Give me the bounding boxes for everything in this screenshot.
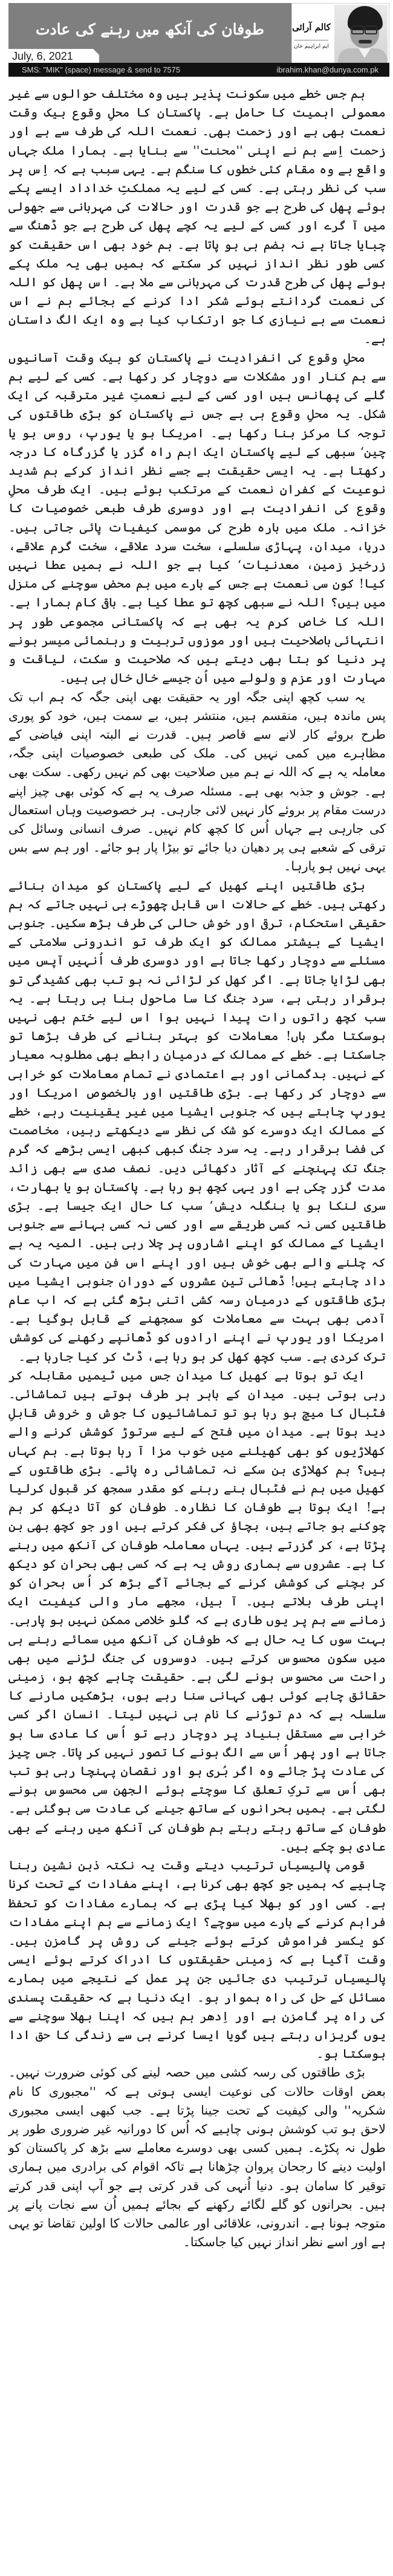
sms-instructions: SMS: "MIK" (space) message & send to 7575 bbox=[22, 65, 181, 74]
article-title: طوفان کی آنکھ میں رہنے کی عادت bbox=[35, 21, 265, 38]
column-brand-box bbox=[291, 3, 389, 63]
publish-date: July, 6, 2021 bbox=[12, 50, 73, 62]
column-header bbox=[8, 3, 389, 82]
paragraph: یہ سب کچھ اپنی جگہ اور یہ حقیقت بھی اپنی جگہ کہ ہم اب تک پس ماندہ ہیں، منقسم ہیں، منتشر ہیں، بے سمت ہیں، خود کو پوری طرح بروئے کار لانے سے قاصر ہیں۔ قدرت نے البتہ اپنی فیاضی کے مظاہرے میں کمی نہیں کی۔ ملک کی طبعی خصوصیات اپنی جگہ، معاملہ یہ ہے کہ اللہ نے ہم میں صلاحیت بھی کم نہیں رکھی۔ سکت بھی ہے۔ جوش و جذبہ بھی ہے۔ مسئلہ صرف یہ ہے کہ کوئی بھی چیز اپنے درست مقام پر بروئے کار نہیں لائی جارہی۔ ہر خصوصیت وہاں استعمال کی جارہی ہے جہاں اُس کا کچھ کام نہیں۔ صرف انسانی وسائل کی ترقی کے شعبے ہی پر دھیان دیا جائے تو بیڑا پار ہو جائے۔ اور ہم سے بس یہی نہیں ہو پارہا۔ bbox=[8, 689, 386, 874]
paragraph: ہم جس خطے میں سکونت پذیر ہیں وہ مختلف حوالوں سے غیر معمولی اہمیت کا حامل ہے۔ پاکستان کا محلِ وقوع بیک وقت نعمت بھی ہے اور زحمت بھی۔ نعمت اللہ کی طرف سے ہے اور زحمت اِسے ہم نے اپنی ''محنت'' سے بنایا ہے۔ ہمارا ملک جہاں واقع ہے وہ مقام کئی خطوں کا سنگم ہے۔ یہی سبب ہے کہ اِس پر سب کی نظر رہتی ہے۔ کسی کے لیے یہ مملکتِ خداداد ایسے پکے ہوئے پھل کی طرح ہے جو قدرت اور حالات کی مہربانی سے جھولی میں آ گرے اور کسی کے لیے یہ کچے پھل کی طرح ہے جو ڈھنگ سے چبایا جاتا ہے نہ ہضم ہی ہو پاتا ہے۔ ہم خود بھی اس حقیقت کو کسی طور نظر انداز نہیں کر سکتے کہ ہمیں بھی یہ ملک پکے ہوئے پھل کی طرح قدرت کی مہربانی سے ملا ہے۔ اس پھل کو اللہ کی نعمت گردانتے ہوئے شکر ادا کرنے کے بجائے ہم نے اس نعمت سے بے نیازی کا جو ارتکاب کیا ہے وہ ایک الگ داستان ہے۔ bbox=[8, 86, 386, 346]
author-portrait bbox=[334, 5, 388, 63]
paragraph: بڑی طاقتیں اپنے کھیل کے لیے پاکستان کو میدان بنائے رکھتی ہیں۔ خطے کے حالات اس قابل چھوڑے ہی نہیں جاتے کہ ہم حقیقی استحکام، ترقی اور خوش حالی کی طرف بڑھ سکیں۔ جنوبی ایشیا کے بیشتر ممالک کو ایک طرف تو اندرونی سلامتی کے مسئلے سے دوچار رکھا جاتا ہے اور دوسری طرف اُنہیں آپس میں بھی لڑایا جاتا ہے۔ اگر کھل کر لڑائی نہ ہو تب بھی کشیدگی تو برقرار رہتی ہے، سرد جنگ کا سا ماحول بنا ہی رہتا ہے۔ یہ سب کچھ راتوں رات پیدا نہیں ہوا اس لیے ختم بھی نہیں ہوسکتا مگر ہاں! معاملات کو بہتر بنانے کی طرف بڑھا تو جاسکتا ہے۔ خطے کے ممالک کے درمیان رابطے بھی مطلوبہ معیار کے نہیں۔ بدگمانی اور بے اعتمادی نے تمام معاملات کو خرابی سے دوچار کر رکھا ہے۔ بڑی طاقتیں اور بالخصوص امریکا اور یورپ چاہتے ہیں کہ جنوبی ایشیا میں غیر یقینیت رہے، خطے کے ممالک ایک دوسرے کو شک کی نظر سے دیکھتے رہیں، مخاصمت کی فضا برقرار رہے۔ یہ سرد جنگ کبھی کبھی ایسی بڑھے کہ گرم جنگ تک پہنچنے کے آثار دکھائی دیں۔ نصف صدی سے بھی زائد مدت گزر چکی ہے اور یہی کچھ ہو رہا ہے۔ پاکستان ہو یا بھارت، سری لنکا ہو یا بنگلہ دیش‘ سب کا حال ایک جیسا ہے۔ بڑی طاقتیں کسی نہ کسی طریقے سے اور کسی نہ کسی بہانے سے جنوبی ایشیا کے ممالک کو اپنے اشاروں پر چلا رہی ہیں۔ المیہ یہ ہے کہ چلنے والے بھی خوش ہیں اور اپنے اس فن میں مہارت کی داد چاہتے ہیں! ڈھائی تین عشروں کے دوران جنوبی ایشیا میں بڑی طاقتوں کے درمیان رسہ کشی اتنی بڑھ گئی ہے کہ اب عام آدمی بھی بہت سے معاملات کو سمجھنے کے قابل ہوگیا ہے۔ امریکا اور یورپ نے اپنے ارادوں کو ڈھانپے رکھنے کی کوشش ترک کردی ہے۔ سب کچھ کھل کر ہو رہا ہے، ڈٹ کر کیا جارہا ہے۔ bbox=[8, 878, 386, 1364]
column-name: کالم آرائی bbox=[292, 22, 331, 33]
contact-bar bbox=[8, 63, 389, 77]
paragraph: ایک تو ہوتا ہے کھیل کا میدان جس میں ٹیمیں مقابلہ کر رہی ہوتی ہیں۔ میدان کے باہر ہر طرف ہوتے ہیں تماشائی۔ فٹبال کا میچ ہو رہا ہو تو تماشائیوں کا جوش و خروش قابلِ دید ہوتا ہے۔ میدان میں فتح کے لیے سرتوڑ کوشش کرنے والے کھلاڑیوں کو بھی کھیلنے میں خوب مزا آ رہا ہوتا ہے۔ ہم کہاں ہیں؟ ہم کھلاڑی بن سکے نہ تماشائی رہ پائے۔ بڑی طاقتوں کے کھیل میں ہم نے فٹبال بنے رہنے کو مقدر سمجھ کر قبول کرلیا ہے! ایک ہوتا ہے طوفان کا نظارہ۔ طوفان کو آتا دیکھ کر ہم چوکنے ہو جاتے ہیں، بچاؤ کی فکر کرتے ہیں اور جو کچھ بھی بن پڑتا ہے، کر گزرتے ہیں۔ یہاں معاملہ طوفان کی آنکھ میں رہنے کا ہے۔ عشروں سے ہماری روش یہ ہے کہ کسی بھی بحران کو دیکھ کر بچنے کی کوشش کرنے کے بجائے آگے بڑھ کر اُس بحران کو اپنی طرف بلاتے ہیں۔ آ بیل، مجھے مار والی کیفیت ایک زمانے سے ہم پر یوں طاری ہے کہ گلو خلاصی ممکن نہیں ہو پارہی۔ بہت سوں کا یہ حال ہے کہ طوفان کی آنکھ میں سمائے رہنے ہی میں سکون محسوس کرتے ہیں۔ دوسروں کی جنگ لڑنے میں بھی راحت سی محسوس ہونے لگی ہے۔ حقیقت چاہے کچھ ہو، زمینی حقائق چاہے کوئی بھی کہانی سنا رہے ہوں، بڑھکیں مارنے کا سلسلہ ہے کہ دم توڑنے کا نام ہی نہیں لیتا۔ انسان اگر کسی خرابی سے مستقل بنیاد پر دوچار رہے تو اُس کا عادی سا ہو جاتا ہے اور پھر اُس سے الگ ہونے کا تصور نہیں کر پاتا۔ جس چیز کی عادت پڑ جائے وہ اگر بُری ہو اور نقصان پہنچا رہی ہو تب بھی اُس سے ترکِ تعلق کا سوچتے ہوئے الجھن سی محسوس ہونے لگتی ہے۔ ہمیں بحرانوں کے ساتھ جینے کی عادت سی ہوگئی ہے۔ طوفان کے ساتھ رہتے رہتے ہم طوفان کی آنکھ میں رہنے کے بھی عادی ہو چکے ہیں۔ bbox=[8, 1367, 386, 1854]
author-email[interactable]: ibrahim.khan@dunya.com.pk bbox=[276, 65, 378, 74]
paragraph: قومی پالیسیاں ترتیب دیتے وقت یہ نکتہ ذہن نشین رہنا چاہیے کہ ہمیں جو کچھ بھی کرنا ہے، اپنے مفادات کے تحت کرنا ہے۔ کسی اور کو بھلا کیا پڑی ہے کہ ہمارے مفادات کو تحفظ فراہم کرنے کے بارے میں سوچے؟ ایک زمانے سے ہم اپنے مفادات کو یکسر فراموش کرتے ہوئے جینے کی روش پر گامزن ہیں۔ وقت آگیا ہے کہ زمینی حقیقتوں کا ادراک کرتے ہوئے ایسی پالیسیاں ترتیب دی جائیں جن پر عمل کے نتیجے میں ہمارے مسائل کے حل کی راہ ہموار ہو۔ ایک دنیا ہے کہ حقیقت پسندی کی راہ پر گامزن ہے اور اِدھر ہم ہیں کہ اپنا بھلا سوچنے سے یوں گریزاں رہتے ہیں گویا ایسا کرنے ہی سے زندگی کا حق ادا ہوسکتا ہو۔ bbox=[8, 1858, 386, 2061]
author-name: ایم ابراہیم خان bbox=[293, 43, 330, 50]
article-body bbox=[8, 85, 386, 2252]
paragraph: محلِ وقوع کی انفرادیت نے پاکستان کو بیک وقت آسانیوں سے ہم کنار اور مشکلات سے دوچار کر رکھا ہے۔ کسی کے لیے ہم گلے کی پھانس ہیں اور کسی کے لیے نعمتِ غیر مترقبہ کی ایک شکل۔ یہ محلِ وقوع ہی ہے جس نے پاکستان کو بڑی طاقتوں کی توجہ کا مرکز بنا رکھا ہے۔ امریکا ہو یا یورپ، روس ہو یا چین‘ سبھی کے لیے پاکستان ایک اہم راہ گزر یا گزرگاہ کا درجہ رکھتا ہے۔ یہ ایسی حقیقت ہے جسے نظر انداز کرکے ہم شدید نوعیت کے کفرانِ نعمت کے مرتکب ہوئے ہیں۔ ایک طرف محلِ وقوع کی انفرادیت ہے اور دوسری طرف طبعی خصوصیات کا خزانہ۔ ملک میں بارہ طرح کی موسمی کیفیات پائی جاتی ہیں۔ دریا، میدان، پہاڑی سلسلے، سخت سرد علاقے، سخت گرم علاقے، زرخیز زمین، معدنیات‘ کیا ہے جو اللہ نے ہمیں عطا نہیں کیا! کون سی نعمت ہے جس کے بارے میں ہم محض سوچنے کی منزل میں ہیں؟ اللہ نے سبھی کچھ تو عطا کیا ہے۔ باقی کام ہمارا ہے۔ اللہ کا خاص کرم یہ بھی ہے کہ پاکستانی مجموعی طور پر انتہائی باصلاحیت ہیں اور موزوں تربیت و رہنمائی میسر ہونے پر دنیا کو بتا بھی دیتے ہیں کہ صلاحیت و سکت، لیاقت و مہارت اور عزم و ولولے میں اُن جیسے خال خال ہی ہیں۔ bbox=[8, 350, 386, 686]
paragraph: بڑی طاقتوں کی رسہ کشی میں حصہ لینے کی کوئی ضرورت نہیں۔ بعض اوقات حالات کی نوعیت ایسی ہوتی ہے کہ ''مجبوری کا نام شکریہ'' والی کیفیت کے تحت جینا پڑتا ہے۔ جب کبھی ایسی مجبوری لاحق ہو تب کوشش ہونی چاہیے کہ اُس کا دورانیہ غیر ضروری طور پر طول نہ پکڑے۔ ہمیں کسی بھی دوسرے معاملے سے بڑھ کر پاکستان کو اولیت دینے کا رجحان پروان چڑھانا ہے تاکہ اقوام کی برادری میں ہماری توقیر کا سامان ہو۔ دنیا اُنہی کی قدر کرتی ہے جو آپ اپنی قدر کرتے ہیں۔ بحرانوں کو گلے لگائے رکھنے کے بجائے ہمیں اُن سے نجات پانے پر متوجہ ہونا ہے۔ اندرونی، علاقائی اور عالمی حالات کا اولین تقاضا تو یہی ہے اور اسے نظر انداز نہیں کیا جاسکتا۔ bbox=[8, 2065, 386, 2250]
